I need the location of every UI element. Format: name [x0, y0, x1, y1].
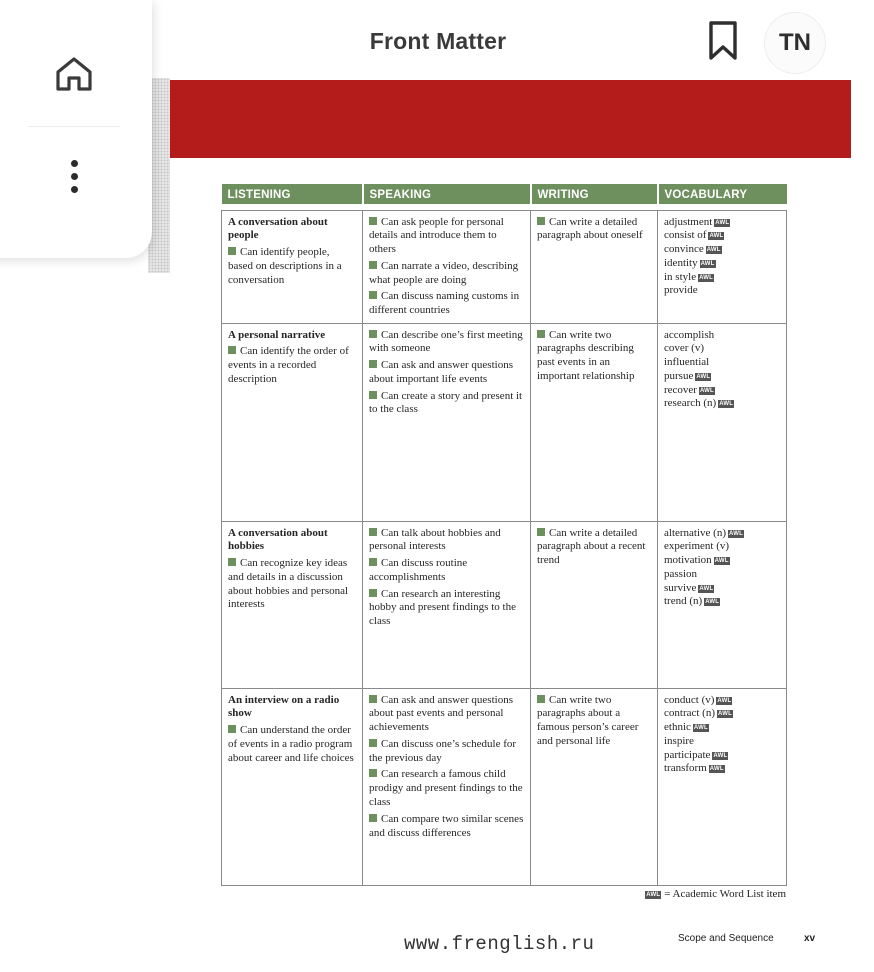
home-icon [52, 52, 96, 96]
vocab-word: identity AWL [664, 256, 715, 269]
speaking-item: Can discuss routine accomplishments [369, 557, 524, 585]
awl-badge: AWL [717, 697, 732, 704]
writing-item: Can write a detailed paragraph about a recent trend [537, 527, 651, 568]
header-speaking: SPEAKING [363, 184, 531, 204]
awl-badge: AWL [700, 260, 715, 267]
vocab-word: cover (v) [664, 342, 705, 355]
header-listening: LISTENING [222, 184, 363, 204]
speaking-item: Can ask people for personal details and introduce them to others [369, 216, 524, 257]
vocab-word: adjustment AWL [664, 215, 730, 228]
writing-item: Can write a detailed paragraph about oneself [537, 216, 651, 244]
listening-topic: An interview on a radio show [228, 693, 340, 720]
vocab-word: convince AWL [664, 243, 721, 256]
awl-badge: AWL [706, 247, 721, 254]
speaking-cell [363, 688, 531, 885]
writing-cell [531, 688, 658, 885]
chapter-color-band [170, 80, 851, 158]
awl-badge: AWL [699, 585, 714, 592]
awl-badge: AWL [699, 387, 714, 394]
vocab-word: motivation AWL [664, 554, 729, 567]
vocab-word: in style AWL [664, 270, 714, 283]
vocab-word: transform AWL [664, 762, 724, 775]
vocabulary-cell [658, 210, 787, 323]
speaking-item: Can compare two similar scenes and discuss differences [369, 812, 524, 839]
table-row [222, 323, 787, 521]
table-row [222, 210, 787, 323]
more-options-button[interactable] [64, 160, 84, 204]
vocab-word: consist of AWL [664, 229, 724, 242]
vocab-word: pursue AWL [664, 369, 711, 382]
awl-badge: AWL [696, 373, 711, 380]
footnote-text: = Academic Word List item [664, 888, 786, 900]
listening-item: Can understand the order of events in a radio program about career and life choices [228, 724, 356, 765]
home-button[interactable] [52, 52, 96, 96]
speaking-cell [363, 521, 531, 688]
writing-cell [531, 323, 658, 521]
table-row [222, 688, 787, 885]
listening-item: Can identify people, based on descriptions in a conversation [228, 246, 356, 287]
speaking-item: Can discuss naming customs in different countries [369, 290, 524, 318]
page-number: xv [804, 933, 816, 944]
vocab-word: trend (n) AWL [664, 595, 720, 608]
writing-cell [531, 210, 658, 323]
vocab-word: inspire [664, 734, 694, 747]
side-panel [0, 0, 152, 258]
listening-cell [222, 521, 363, 688]
vocab-word: experiment (v) [664, 540, 730, 553]
awl-badge: AWL [709, 233, 724, 240]
speaking-item: Can research a famous child prodigy and present findings to the class [369, 768, 523, 809]
listening-cell [222, 210, 363, 323]
listening-cell [222, 688, 363, 885]
awl-footnote [560, 888, 786, 900]
speaking-item: Can discuss one’s schedule for the previous day [369, 738, 524, 766]
speaking-item: Can ask and answer questions about past events and personal achievements [369, 694, 524, 735]
speaking-cell [363, 210, 531, 323]
vocab-word: alternative (n) AWL [664, 526, 743, 539]
vocab-word: contract (n) AWL [664, 707, 732, 720]
awl-badge: AWL [715, 219, 730, 226]
speaking-cell [363, 323, 531, 521]
vocab-word: accomplish [664, 328, 715, 341]
awl-badge: AWL [713, 752, 728, 759]
awl-badge: AWL [719, 401, 734, 408]
vocab-word: provide [664, 284, 698, 297]
awl-badge: AWL [705, 599, 720, 606]
listening-topic: A personal narrative [228, 328, 326, 341]
footer-section-label: Scope and Sequence [678, 933, 774, 944]
page-title: Front Matter [369, 28, 507, 54]
awl-badge: AWL [729, 530, 743, 537]
writing-item: Can write two paragraphs describing past events in an important relationship [537, 329, 651, 384]
speaking-item: Can create a story and present it to the class [369, 389, 523, 416]
speaking-item: Can research an interesting hobby and present findings to the class [369, 588, 524, 629]
listening-item: Can recognize key ideas and details in a discussion about hobbies and personal interests [228, 557, 356, 612]
watermark: www.frenglish.ru [404, 933, 595, 955]
side-panel-divider [28, 126, 120, 127]
writing-cell [531, 521, 658, 688]
header-writing: WRITING [531, 184, 658, 204]
more-vertical-icon [64, 160, 84, 193]
bookmark-icon [706, 20, 740, 62]
scope-and-sequence-table [221, 184, 787, 886]
awl-badge: AWL [646, 892, 661, 898]
table-header-row [222, 184, 787, 204]
speaking-item: Can talk about hobbies and personal interests [369, 527, 524, 555]
vocab-word: conduct (v) AWL [664, 693, 732, 706]
listening-cell [222, 323, 363, 521]
listening-topic: A conversation about hobbies [228, 526, 328, 553]
vocab-word: ethnic AWL [664, 721, 708, 734]
vocabulary-cell [658, 323, 787, 521]
vocabulary-cell [658, 521, 787, 688]
vocab-word: recover AWL [664, 383, 714, 396]
vocab-word: passion [664, 567, 697, 580]
awl-badge: AWL [718, 711, 732, 718]
awl-badge: AWL [699, 274, 714, 281]
bookmark-button[interactable] [706, 20, 740, 62]
table-row [222, 521, 787, 688]
awl-badge: AWL [693, 725, 708, 732]
vocabulary-cell [658, 688, 787, 885]
awl-badge: AWL [709, 766, 724, 773]
awl-badge: AWL [714, 558, 729, 565]
listening-item: Can identify the order of events in a recorded description [228, 345, 356, 386]
avatar[interactable]: TN [764, 12, 826, 74]
listening-topic: A conversation about people [228, 215, 328, 242]
writing-item: Can write two paragraphs about a famous person’s career and personal life [537, 694, 651, 749]
speaking-item: Can describe one’s first meeting with someone [369, 328, 523, 355]
speaking-item: Can ask and answer questions about important life events [369, 359, 524, 387]
vocab-word: survive AWL [664, 581, 714, 594]
vocab-word: influential [664, 356, 710, 369]
vocab-word: research (n) AWL [664, 397, 734, 410]
header-vocabulary: VOCABULARY [658, 184, 787, 204]
vocab-word: participate AWL [664, 748, 728, 761]
speaking-item: Can narrate a video, describing what people are doing [369, 260, 524, 288]
